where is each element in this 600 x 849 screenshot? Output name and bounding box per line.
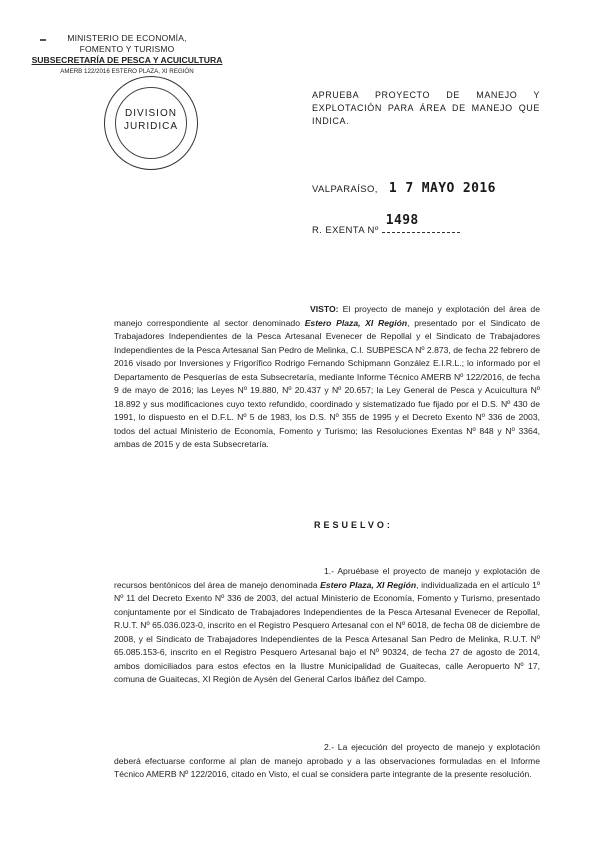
item-1-text-1: 1.- Apruébase el proyecto de manejo y explotación de recursos bentónicos del área de manejo denominada <box>114 566 540 590</box>
ministry-header <box>22 33 232 77</box>
resolution-item-1 <box>114 565 540 687</box>
resolution-number: 1498 <box>385 213 419 228</box>
stamp-line-2: JURIDICA <box>123 121 179 132</box>
city: VALPARAÍSO, <box>312 184 378 195</box>
resolution-number-line <box>312 213 542 236</box>
division-stamp-text <box>116 107 186 133</box>
visto-text-2: , presentado por el Sindicato de Trabajadores Independientes de la Pesca Artesanal Evenecer de Repollal y el Sindicato de Trabajadores Independientes de la Pesca Artesanal San Pedro de Melinka, C.I. SUBPESCA Nº 2.873, de fecha 22 febrero de 2016 visado por Inversiones y Frigorífico Rodrigo Fernando Schipmann González E.I.R.L.; lo informado por el Departamento de Pesquerías de esta Subsecretaría, mediante Informe Técnico AMERB Nº 122/2016, de fecha 9 de mayo de 2016; las Leyes Nº 19.880, Nº 20.437 y Nº 20.657; la Ley General de Pesca y Acuicultura Nº 18.892 y sus modificaciones cuyo texto refundido, coordinado y sistematizado fue fijado por el D.S. Nº 430 de 1991, lo dispuesto en el D.F.L. Nº 5 de 1983, los D.S. Nº 355 de 1995 y el Decreto Exento Nº 336 de 2003, todos del actual Ministerio de Economía, Fomento y Turismo; las Resoluciones Exentas Nº 848 y Nº 3364, ambas de 2015 y de esta Subsecretaría. <box>114 317 541 450</box>
resolution-subject: APRUEBA PROYECTO DE MANEJO Y EXPLOTACIÓN PARA ÁREA DE MANEJO QUE INDICA. <box>312 90 540 126</box>
number-underline <box>382 232 460 233</box>
header-department: FOMENTO Y TURISMO <box>79 44 175 54</box>
visto-paragraph <box>114 303 540 452</box>
place-date <box>312 181 542 196</box>
visto-area-name: Estero Plaza, XI Región <box>304 317 408 328</box>
item-1-text-2: , individualizada en el artículo 1º Nº 11 del Decreto Exento Nº 336 de 2003, del actual Ministerio de Economía, Fomento y Turismo, presentado conjuntamente por el Sindicato de Trabajadores Independientes de la Pesca Artesanal Evenecer de Repollal, R.U.T. Nº 65.036.023-0, inscrito en el Registro Pesquero Artesanal con el Nº 6018, de fecha 08 de diciembre de 2008, y el Sindicato de Trabajadores Independientes de la Pesca Artesanal San Pedro de Melinka, R.U.T. Nº 65.085.153-6, inscrito en el Registro Pesquero Artesanal bajo el Nº 90324, de fecha 27 de agosto de 2014, ambos domiciliados para estos efectos en la Ilustre Municipalidad de Guaitecas, calle Aeropuerto Nº 17, comuna de Guaitecas, XI Región de Aysén del General Carlos Ibáñez del Campo. <box>114 579 540 685</box>
visto-label: VISTO: <box>310 304 339 314</box>
header-reference: AMERB 122/2016 ESTERO PLAZA, XI REGIÓN <box>60 68 194 75</box>
header-subsecretaria: SUBSECRETARÍA DE PESCA Y ACUICULTURA <box>31 55 223 65</box>
header-ministry: MINISTERIO DE ECONOMÍA, <box>67 33 187 43</box>
resolution-label: R. EXENTA Nº <box>312 225 379 236</box>
date: 1 7 MAYO 2016 <box>388 181 496 196</box>
resuelvo-heading: RESUELVO: <box>314 520 393 530</box>
resolution-item-2 <box>114 741 540 782</box>
stamp-line-1: DIVISION <box>125 108 177 119</box>
item-2-text: 2.- La ejecución del proyecto de manejo y explotación deberá efectuarse conforme al plan de manejo aprobado y a las observaciones formuladas en el Informe Técnico AMERB Nº 122/2016, citado en Visto, el cual se considera parte integrante de la presente resolución. <box>114 742 540 780</box>
visto-text-1: El proyecto de manejo y explotación del área de manejo correspondiente al sector denominado <box>114 304 540 328</box>
item-1-area-name: Estero Plaza, XI Región <box>320 579 417 590</box>
